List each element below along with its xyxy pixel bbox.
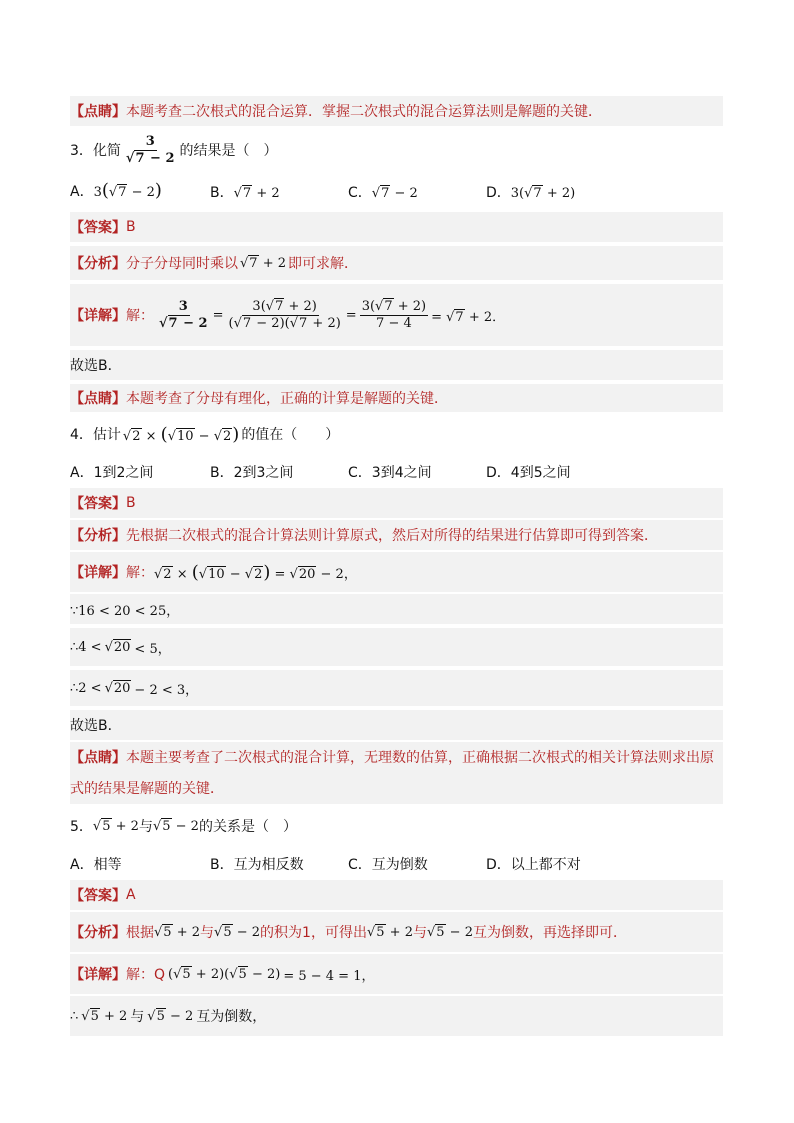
q5-detail-row: 【详解】 解：Q (√5 + 2)(√5 − 2) = 5 − 4 = 1， [70, 954, 723, 994]
q4-step2-row: ∴4 < √20 < 5， [70, 628, 723, 666]
q5-analysis-row: 【分析】 根据 √5 + 2 与 √5 − 2 的积为1，可得出 √5 + 2 与 √5 − 2 互为倒数，再选择即可． [70, 912, 723, 952]
question-3-suffix: 的结果是（ ） [179, 143, 278, 159]
q4-analysis-row: 【分析】 先根据二次根式的混合计算法则计算原式，然后对所得的结果进行估算即可得到答案． [70, 520, 723, 550]
q4-option-a: A．1到2之间 [70, 465, 154, 481]
q5-option-b: B．互为相反数 [210, 857, 304, 873]
q3-detail-row: 【详解】 解： $\frac{3}{√7 - 2}$ = $\frac{3(√7 + 2)}{(√7 - 2)(√7 + 2)}$ = $\frac{3(√7 + 2)}{7 - 4}$ = √7 + 2． [70, 284, 723, 346]
q4-option-d: D．4到5之间 [486, 465, 571, 481]
q4-note-row-2: 式的结果是解题的关键． [70, 772, 723, 804]
q5-conclusion-row: ∴ √5 + 2 与 √5 − 2 互为倒数， [70, 996, 723, 1036]
answer-value: B [126, 219, 136, 235]
q3-option-c: C．√7 − 2 [348, 185, 418, 201]
q4-note-row-1: 【点睛】 本题主要考查了二次根式的混合计算，无理数的估算，正确根据二次根式的相关计算法则求出原 [70, 742, 723, 772]
q3-answer-row [70, 212, 723, 242]
detail-tag: 【详解】 [70, 308, 126, 324]
q3-choose-row [70, 350, 723, 380]
note-row [70, 96, 723, 126]
q4-detail-row: 【详解】 解： √2 × (√10 − √2) = √20 − 2， [70, 552, 723, 592]
q5-option-d: D．以上都不对 [486, 857, 581, 873]
note-tag: 【点睛】 [70, 104, 126, 120]
q3-option-a: A．3(√7 − 2) [70, 180, 162, 201]
q4-answer-row: 【答案】 B [70, 488, 723, 518]
q3-note-row: 【点睛】 本题考查了分母有理化，正确的计算是解题的关键． [70, 384, 723, 412]
analysis-tag: 【分析】 [70, 256, 126, 272]
q4-step1-row: ∵16 < 20 < 25， [70, 594, 723, 624]
question-5: 5． √5 + 2 与 √5 − 2 的关系是（ ） [70, 818, 297, 835]
q4-step3-row: ∴2 < √20 − 2 < 3， [70, 670, 723, 706]
answer-tag: 【答案】 [70, 220, 126, 236]
q4-option-b: B．2到3之间 [210, 465, 294, 481]
q4-choose-row: 故选B． [70, 710, 723, 740]
q5-answer-row: 【答案】 A [70, 880, 723, 910]
note-text: 本题考查二次根式的混合运算．掌握二次根式的混合运算法则是解题的关键． [126, 104, 602, 120]
question-3-prefix: 3．化简 [70, 143, 121, 159]
q5-option-a: A．相等 [70, 857, 122, 873]
q5-option-c: C．互为倒数 [348, 857, 428, 873]
question-3 [70, 130, 723, 170]
q4-option-c: C．3到4之间 [348, 465, 432, 481]
q3-option-d: D．3(√7 + 2) [486, 185, 576, 201]
choose-text: 故选B． [70, 358, 122, 374]
q3-option-b: B．√7 + 2 [210, 185, 280, 201]
question-4: 4．估计 √2 × (√10 − √2) 的值在（ ） [70, 423, 340, 445]
question-3-fraction: $\frac{3}{√7 - 2}$ [125, 133, 175, 166]
q3-analysis-row: 【分析】 分子分母同时乘以 √7 + 2 即可求解． [70, 246, 723, 280]
